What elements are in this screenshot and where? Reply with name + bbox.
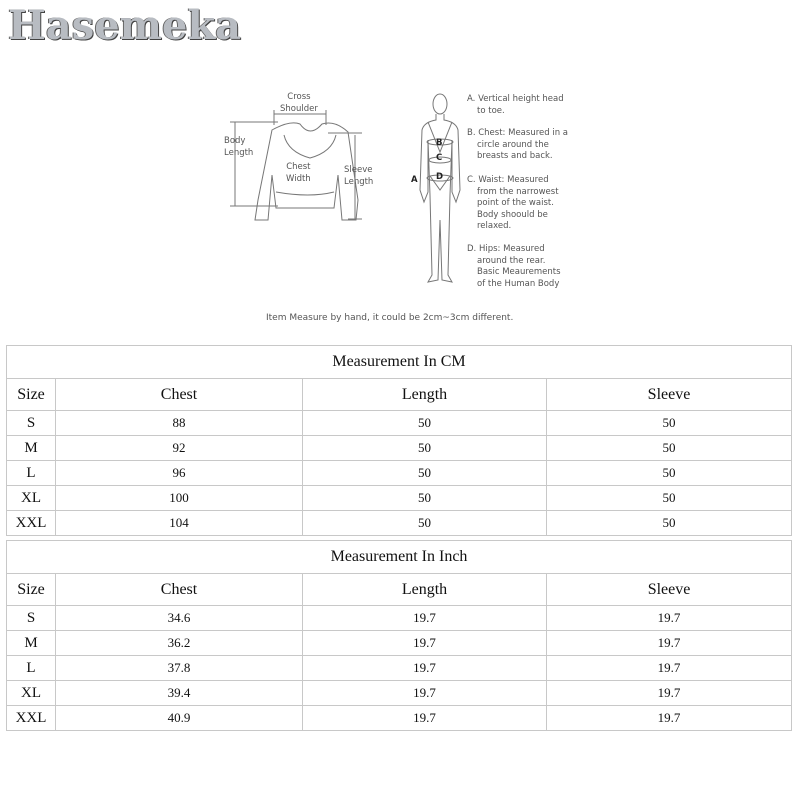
value-cell: 104 xyxy=(56,511,303,536)
table-header-row xyxy=(7,574,792,606)
note-line: to toe. xyxy=(477,105,505,116)
column-header: Size xyxy=(7,379,56,411)
table-row xyxy=(7,606,792,631)
note-line: A. Vertical height head xyxy=(467,94,564,104)
value-cell: 19.7 xyxy=(303,681,547,706)
size-cell: XXL xyxy=(7,706,56,731)
column-header: Size xyxy=(7,574,56,606)
label-line: Sleeve xyxy=(344,165,373,175)
value-cell: 88 xyxy=(56,411,303,436)
size-cell: L xyxy=(7,461,56,486)
label-line: Width xyxy=(286,173,311,184)
column-header: Chest xyxy=(56,574,303,606)
value-cell: 50 xyxy=(303,511,547,536)
table-row xyxy=(7,411,792,436)
size-cell: XL xyxy=(7,486,56,511)
sleeve-length-label xyxy=(344,165,373,188)
note-line: Body shoould be xyxy=(477,209,548,220)
table-row xyxy=(7,631,792,656)
note-line: breasts and back. xyxy=(477,151,553,161)
table-title-row xyxy=(7,541,792,574)
table-row xyxy=(7,706,792,731)
marker-b: B xyxy=(436,138,443,148)
column-header: Length xyxy=(303,574,547,606)
value-cell: 96 xyxy=(56,461,303,486)
column-header: Sleeve xyxy=(547,574,792,606)
body-length-label xyxy=(224,136,253,159)
value-cell: 92 xyxy=(56,436,303,461)
measurement-diagram xyxy=(210,80,580,330)
value-cell: 34.6 xyxy=(56,606,303,631)
note-line: point of the waist. xyxy=(477,198,554,208)
table-row xyxy=(7,656,792,681)
table-row xyxy=(7,436,792,461)
value-cell: 50 xyxy=(547,411,792,436)
brand-logo: Hasemeka xyxy=(8,2,242,49)
value-cell: 50 xyxy=(303,411,547,436)
column-header: Sleeve xyxy=(547,379,792,411)
note-line: around the rear. xyxy=(477,255,546,266)
value-cell: 50 xyxy=(547,436,792,461)
chest-width-label xyxy=(286,162,311,185)
value-cell: 19.7 xyxy=(303,706,547,731)
size-cell: M xyxy=(7,631,56,656)
note-b xyxy=(467,128,568,163)
label-line: Cross xyxy=(287,92,311,102)
label-line: Length xyxy=(224,147,254,158)
value-cell: 37.8 xyxy=(56,656,303,681)
size-cell: S xyxy=(7,606,56,631)
size-cell: L xyxy=(7,656,56,681)
note-line: from the narrowest xyxy=(477,186,559,197)
marker-a: A xyxy=(411,175,418,185)
table-title: Measurement In Inch xyxy=(7,541,792,574)
value-cell: 100 xyxy=(56,486,303,511)
table-row xyxy=(7,486,792,511)
value-cell: 19.7 xyxy=(303,631,547,656)
value-cell: 50 xyxy=(547,511,792,536)
value-cell: 19.7 xyxy=(547,706,792,731)
table-title-row xyxy=(7,346,792,379)
note-c xyxy=(467,175,559,233)
table-row xyxy=(7,681,792,706)
value-cell: 50 xyxy=(547,486,792,511)
size-table-inch xyxy=(6,540,792,731)
note-line: D. Hips: Measured xyxy=(467,244,545,254)
value-cell: 50 xyxy=(303,436,547,461)
value-cell: 19.7 xyxy=(303,606,547,631)
disclaimer: Item Measure by hand, it could be 2cm~3cm different. xyxy=(266,313,514,323)
label-line: Shoulder xyxy=(280,103,318,114)
marker-c: C xyxy=(436,153,443,163)
size-cell: M xyxy=(7,436,56,461)
value-cell: 39.4 xyxy=(56,681,303,706)
note-line: C. Waist: Measured xyxy=(467,175,549,185)
table-row xyxy=(7,461,792,486)
value-cell: 19.7 xyxy=(547,606,792,631)
note-line: Basic Meaurements xyxy=(477,267,561,277)
value-cell: 50 xyxy=(303,461,547,486)
note-d xyxy=(467,244,561,290)
size-cell: XL xyxy=(7,681,56,706)
column-header: Length xyxy=(303,379,547,411)
label-line: Chest xyxy=(286,162,311,172)
size-cell: S xyxy=(7,411,56,436)
cross-shoulder-label xyxy=(280,92,318,115)
value-cell: 36.2 xyxy=(56,631,303,656)
size-table-cm xyxy=(6,345,792,536)
note-a xyxy=(467,94,564,117)
label-line: Body xyxy=(224,136,246,146)
note-line: of the Human Body xyxy=(477,278,560,289)
marker-d: D xyxy=(436,172,444,182)
table-header-row xyxy=(7,379,792,411)
column-header: Chest xyxy=(56,379,303,411)
label-line: Length xyxy=(344,176,374,187)
value-cell: 19.7 xyxy=(547,631,792,656)
value-cell: 40.9 xyxy=(56,706,303,731)
note-line: relaxed. xyxy=(477,221,512,231)
value-cell: 19.7 xyxy=(547,656,792,681)
value-cell: 19.7 xyxy=(547,681,792,706)
value-cell: 50 xyxy=(303,486,547,511)
size-cell: XXL xyxy=(7,511,56,536)
table-title: Measurement In CM xyxy=(7,346,792,379)
value-cell: 50 xyxy=(547,461,792,486)
value-cell: 19.7 xyxy=(303,656,547,681)
note-line: circle around the xyxy=(477,139,549,150)
note-line: B. Chest: Measured in a xyxy=(467,128,568,138)
table-row xyxy=(7,511,792,536)
